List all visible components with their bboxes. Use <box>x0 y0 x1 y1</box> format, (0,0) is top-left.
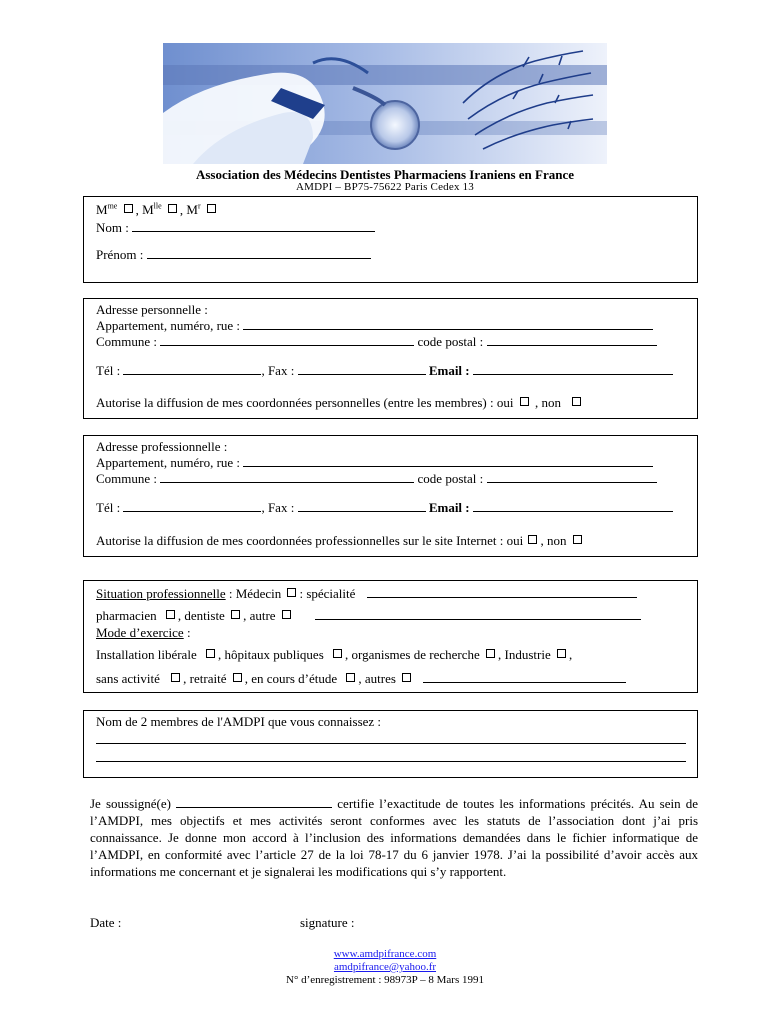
mode-row-1 <box>96 647 572 663</box>
declaration-paragraph <box>90 795 698 880</box>
specialite-label: : spécialité <box>299 586 356 601</box>
recherche-label: , organismes de recherche <box>345 647 480 662</box>
dentiste-checkbox[interactable] <box>231 610 240 619</box>
professional-contact-row <box>96 500 673 516</box>
professional-street-label: Appartement, numéro, rue : <box>96 455 241 470</box>
nom-label: Nom : <box>96 220 129 235</box>
dentiste-label: , dentiste <box>177 608 225 623</box>
professional-street-row <box>96 455 653 471</box>
personal-postal-field[interactable] <box>487 334 657 346</box>
nom-field[interactable] <box>132 220 375 232</box>
personal-address-section <box>83 298 698 419</box>
personal-tel-field[interactable] <box>123 363 261 375</box>
personal-fax-field[interactable] <box>298 363 426 375</box>
personal-contact-row <box>96 363 673 379</box>
professional-address-section <box>83 435 698 557</box>
professional-consent-text: Autorise la diffusion de mes coordonnées professionnelles sur le site Internet : oui <box>96 533 524 548</box>
autres-label: , autres <box>358 671 396 686</box>
professional-tel-label: Tél : <box>96 500 121 515</box>
professional-non-label: , non <box>540 533 567 548</box>
mode-heading-row <box>96 625 191 641</box>
situation-heading: Situation professionnelle <box>96 586 226 601</box>
organization-name: Association des Médecins Dentistes Pharmaciens Iraniens en France <box>195 167 575 182</box>
email-link[interactable]: amdpifrance@yahoo.fr <box>333 961 437 973</box>
organization-address: AMDPI – BP75-75622 Paris Cedex 13 <box>295 181 475 193</box>
members-section <box>83 710 698 778</box>
nom-row <box>96 220 375 236</box>
autre-checkbox[interactable] <box>282 610 291 619</box>
professional-fax-field[interactable] <box>298 500 426 512</box>
members-label: Nom de 2 membres de l'AMDPI que vous connaissez : <box>96 714 382 729</box>
personal-street-row <box>96 318 653 334</box>
professional-postal-field[interactable] <box>487 471 657 483</box>
banner-illustration <box>163 43 607 164</box>
date-label: Date : <box>90 915 122 930</box>
member-2-field[interactable] <box>96 761 686 762</box>
mr-label: $M^r$ <box>186 202 201 218</box>
autre-field[interactable] <box>315 608 641 620</box>
hopitaux-checkbox[interactable] <box>333 649 342 658</box>
situation-row <box>96 586 637 602</box>
footer-website <box>0 948 770 960</box>
personal-email-field[interactable] <box>473 363 673 375</box>
personal-street-field[interactable] <box>243 318 653 330</box>
specialite-field[interactable] <box>367 586 637 598</box>
mode-row-2 <box>96 671 626 687</box>
professional-street-field[interactable] <box>243 455 653 467</box>
liberale-checkbox[interactable] <box>206 649 215 658</box>
autre-label: , autre <box>243 608 276 623</box>
autres-field[interactable] <box>423 671 626 683</box>
member-1-field[interactable] <box>96 743 686 744</box>
prenom-field[interactable] <box>147 247 371 259</box>
mme-checkbox[interactable] <box>124 204 133 213</box>
registration-number: N° d’enregistrement : 98973P – 8 Mars 1991 <box>286 974 484 986</box>
pharmacien-checkbox[interactable] <box>166 610 175 619</box>
sans-activite-label: sans activité <box>96 671 160 686</box>
mlle-checkbox[interactable] <box>168 204 177 213</box>
mr-checkbox[interactable] <box>207 204 216 213</box>
personal-tel-label: Tél : <box>96 363 121 378</box>
personal-email-label: Email : <box>428 363 470 378</box>
professional-email-label: Email : <box>428 500 470 515</box>
hopitaux-label: , hôpitaux publiques <box>217 647 324 662</box>
industrie-checkbox[interactable] <box>557 649 566 658</box>
footer-email <box>0 961 770 973</box>
professional-tel-field[interactable] <box>123 500 261 512</box>
personal-consent-text: Autorise la diffusion de mes coordonnées personnelles (entre les membres) : oui <box>96 395 514 410</box>
retraite-checkbox[interactable] <box>233 673 242 682</box>
professional-fax-label: , Fax : <box>261 500 295 515</box>
professional-commune-field[interactable] <box>160 471 414 483</box>
autres-checkbox[interactable] <box>402 673 411 682</box>
personal-commune-label: Commune : <box>96 334 158 349</box>
personal-commune-row <box>96 334 657 350</box>
profession-row <box>96 608 641 624</box>
professional-commune-label: Commune : <box>96 471 158 486</box>
prenom-row <box>96 247 371 263</box>
pharmacien-label: pharmacien <box>96 608 157 623</box>
professional-heading: Adresse professionnelle : <box>96 439 228 454</box>
professional-non-checkbox[interactable] <box>573 535 582 544</box>
professional-commune-row <box>96 471 657 487</box>
personal-oui-checkbox[interactable] <box>520 397 529 406</box>
identity-section <box>83 196 698 283</box>
prenom-label: Prénom : <box>96 247 144 262</box>
mlle-label: $M^{lle}$ <box>142 202 162 218</box>
mme-label: $M^{me}$ <box>96 202 118 218</box>
recherche-checkbox[interactable] <box>486 649 495 658</box>
liberale-label: Installation libérale <box>96 647 197 662</box>
industrie-label: , Industrie <box>498 647 551 662</box>
professional-postal-label: code postal : <box>417 471 484 486</box>
soussigne-label: Je soussigné(e) <box>90 796 171 811</box>
declaration-text: certifie l’exactitude de toutes les informations précités. Au sein de l’AMDPI, mes objectifs et mes activités seront conformes avec les statuts de l’association dont j’ai pris connaissance. Je donne mon accord à l’inclusion des informations demandées dans le fichier informatique de l’AMDPI, en conformité avec l’article 27 de la loi 78-17 du 6 janvier 1978. J’ai la possibilité d’avoir accès aux informations me concernant et je signalerai les modifications qui s’y rapportent. <box>90 796 699 879</box>
medecin-checkbox[interactable] <box>287 588 296 597</box>
medecin-label: : Médecin <box>228 586 282 601</box>
website-link[interactable]: www.amdpifrance.com <box>333 948 437 960</box>
personal-non-checkbox[interactable] <box>572 397 581 406</box>
personal-non-label: , non <box>534 395 561 410</box>
personal-commune-field[interactable] <box>160 334 414 346</box>
professional-consent-row <box>96 533 585 549</box>
retraite-label: , retraité <box>183 671 227 686</box>
professional-email-field[interactable] <box>473 500 673 512</box>
personal-heading: Adresse personnelle : <box>96 302 208 317</box>
personal-fax-label: , Fax : <box>261 363 295 378</box>
mode-heading: Mode d’exercice <box>96 625 184 640</box>
signature-label: signature : <box>300 915 355 930</box>
sans-activite-checkbox[interactable] <box>171 673 180 682</box>
personal-postal-label: code postal : <box>417 334 484 349</box>
personal-street-label: Appartement, numéro, rue : <box>96 318 241 333</box>
etude-checkbox[interactable] <box>346 673 355 682</box>
civility-row: $M^{me}$ , $M^{lle}$ , $M^r$ <box>96 202 219 218</box>
professional-oui-checkbox[interactable] <box>528 535 537 544</box>
personal-consent-row <box>96 395 584 411</box>
etude-label: , en cours d’étude <box>244 671 338 686</box>
mode-colon: : <box>186 625 191 640</box>
header-banner-image <box>163 43 607 164</box>
soussigne-field[interactable] <box>176 796 332 808</box>
industrie-tail: , <box>569 647 573 662</box>
professional-situation-section <box>83 580 698 693</box>
